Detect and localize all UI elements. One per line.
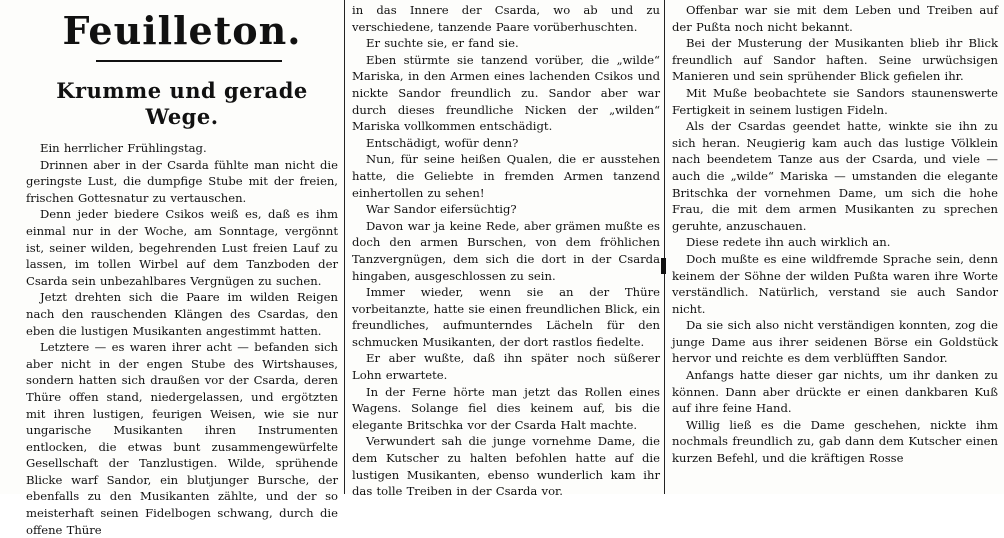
paragraph: Bei der Musterung der Musikanten blieb ihr Blick freundlich auf Sandor haften. Seine urwüchsigen Manieren und sein sprühender Blick gefielen ihr. bbox=[672, 36, 998, 84]
paragraph: Doch mußte es eine wildfremde Sprache sein, denn keinem der Söhne der wilden Pußta waren ihre Worte verständlich. Natürlich, verstand sie auch Sandor nicht. bbox=[672, 251, 998, 316]
paragraph: Jetzt drehten sich die Paare im wilden Reigen nach den rauschenden Klängen des Csardas, den eben die lustigen Musikanten angestimmt hatten. bbox=[26, 290, 338, 338]
paragraph: Drinnen aber in der Csarda fühlte man nicht die geringste Lust, die dumpfige Stube mit der freien, frischen Gottesnatur zu vertauschen. bbox=[26, 157, 338, 205]
story-title: Krumme und gerade Wege. bbox=[56, 78, 308, 129]
paragraph: Da sie sich also nicht verständigen konnten, zog die junge Dame aus ihrer seidenen Börse ein Goldstück hervor und reichte es dem verblüfften Sandor. bbox=[672, 318, 998, 366]
paragraph: Ein herrlicher Frühlingstag. bbox=[40, 141, 207, 155]
paragraph: War Sandor eifersüchtig? bbox=[366, 202, 517, 217]
paragraph: Letztere — es waren ihrer acht — befanden sich aber nicht in der engen Stube des Wirtshauses, sondern hatten sich draußen vor der Csarda, deren Thüre offen stand, niedergelassen, und ergötzten mit ihren lustigen, feurigen Weisen, wie sie nur ungarische Musikanten ihren Instrumenten entlocken, die etwas bunt zusammengewürfelte Gesellschaft der Tanzlustigen. Wilde, sprühende Blicke warf Sandor, ein blutjunger Bursche, der ebenfalls zu den Musikanten zählte, und der so meisterhaft seinen Fidelbogen schwang, durch die offene Thüre bbox=[26, 340, 338, 537]
paragraph: Mit Muße beobachtete sie Sandors staunenswerte Fertigkeit in seinem lustigen Fideln. bbox=[672, 85, 998, 117]
paragraph: Entschädigt, wofür denn? bbox=[366, 135, 519, 150]
section-title: Feuilleton. bbox=[62, 8, 302, 53]
paragraph: Verwundert sah die junge vornehme Dame, die dem Kutscher zu halten befohlen hatte auf die lustigen Musikanten, ebenso wunderlich kam ihr das tolle Treiben in der Csarda vor. bbox=[352, 434, 660, 499]
paragraph: Diese redete ihn auch wirklich an. bbox=[686, 235, 891, 250]
column-1 bbox=[26, 0, 338, 537]
paragraph: Offenbar war sie mit dem Leben und Treiben auf der Pußta noch nicht bekannt. bbox=[672, 3, 998, 34]
paragraph: Immer wieder, wenn sie an der Thüre vorbeitanzte, hatte sie einen freundlichen Blick, ein freundliches, aufmunterndes Lächeln für den schmucken Musikanten, der dort rastlos fiedelte. bbox=[352, 285, 660, 349]
column-rule-left bbox=[344, 0, 345, 494]
paragraph: Davon war ja keine Rede, aber grämen mußte es doch den armen Burschen, von dem fröhlichen Tanzvergnügen, dem sich die dort in der Csarda hingaben, ausgeschlossen zu sein. bbox=[352, 218, 660, 283]
paragraph: Eben stürmte sie tanzend vorüber, die „wilde“ Mariska, in den Armen eines lachenden Csikos und nickte Sandor freundlich zu. Sandor aber war durch dieses freundliche Nicken der „wilden“ Mariska vollkommen entschädigt. bbox=[352, 52, 660, 134]
paragraph: Er suchte sie, er fand sie. bbox=[366, 36, 519, 51]
column-rule-right bbox=[664, 0, 665, 494]
masthead bbox=[26, 6, 338, 64]
paragraph: Er aber wußte, daß ihn später noch süßerer Lohn erwartete. bbox=[352, 351, 660, 383]
column-3 bbox=[672, 0, 998, 494]
column-2 bbox=[352, 0, 660, 499]
paragraph: Denn jeder biedere Csikos weiß es, daß es ihm einmal nur in der Woche, am Sonntage, vergönnt ist, seiner wilden, begehrenden Lust freien Lauf zu lassen, im tollen Wirbel auf dem Tanzboden der Csarda sein unbezahlbares Vergnügen zu suchen. bbox=[26, 207, 338, 288]
paragraph: Willig ließ es die Dame geschehen, nickte ihm nochmals freundlich zu, gab dann dem Kutscher einen kurzen Befehl, und die kräftigen Rosse bbox=[672, 417, 998, 466]
title-underline bbox=[96, 60, 282, 62]
paragraph: Als der Csardas geendet hatte, winkte sie ihn zu sich heran. Neugierig kam auch das lustige Völklein nach beendetem Tanze aus der Csarda, und viele — auch die „wilde“ Mariska — umstanden die elegante Britschka der vornehmen Dame, um sich die hohe Frau, die mit dem armen Musikanten zu sprechen geruhte, anzuschauen. bbox=[672, 119, 998, 233]
paragraph: Anfangs hatte dieser gar nichts, um ihr danken zu können. Dann aber drückte er einen dankbaren Kuß auf ihre feine Hand. bbox=[672, 368, 998, 416]
paragraph-continued: in das Innere der Csarda, wo ab und zu verschiedene, tanzende Paare vorüberhuschten. bbox=[352, 3, 660, 34]
paragraph: Nun, für seine heißen Qualen, die er ausstehen hatte, die Geliebte in fremden Armen tanzend einhertollen zu sehen! bbox=[352, 152, 660, 200]
column-rule-marker bbox=[661, 258, 666, 274]
paragraph: In der Ferne hörte man jetzt das Rollen eines Wagens. Solange fiel dies keinem auf, bis die elegante Britschka vor der Csarda Halt machte. bbox=[352, 384, 660, 432]
